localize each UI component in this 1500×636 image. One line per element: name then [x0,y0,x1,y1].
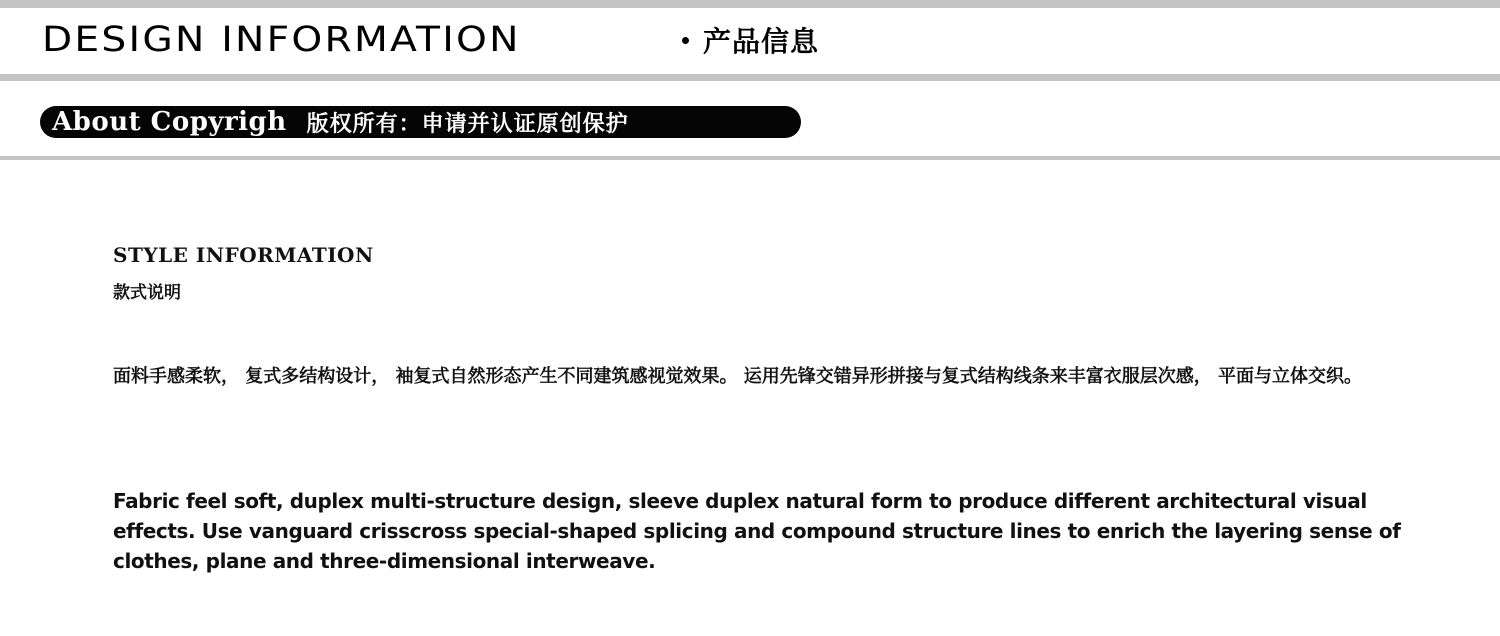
header-title-cn: 产品信息 [703,25,820,58]
style-info-heading-cn: 款式说明 [113,283,181,303]
style-description-cn: 面料手感柔软， 复式多结构设计， 袖复式自然形态产生不同建筑感视觉效果。 运用先锋交错异形拼接与复式结构线条来丰富衣服层次感， 平面与立体交织。 [113,366,1363,387]
header-title-en: DESIGN INFORMATION [42,20,521,60]
top-divider-bar [0,0,1500,8]
page-header [42,18,819,62]
copyright-banner [40,106,801,138]
copyright-label-en: About Copyrigh [52,107,287,137]
section-divider [0,156,1500,160]
header-divider [0,74,1500,81]
copyright-label-cn: 版权所有：申请并认证原创保护 [306,111,629,137]
style-info-heading-en: STYLE INFORMATION [113,243,374,267]
style-description-en: Fabric feel soft, duplex multi-structure design, sleeve duplex natural form to produce different architectural visual effects. Use vanguard crisscross special-shaped splicing and compound structure lines to enrich the layering sense of clothes, plane and three-dimensional interweave. [113,489,1401,573]
